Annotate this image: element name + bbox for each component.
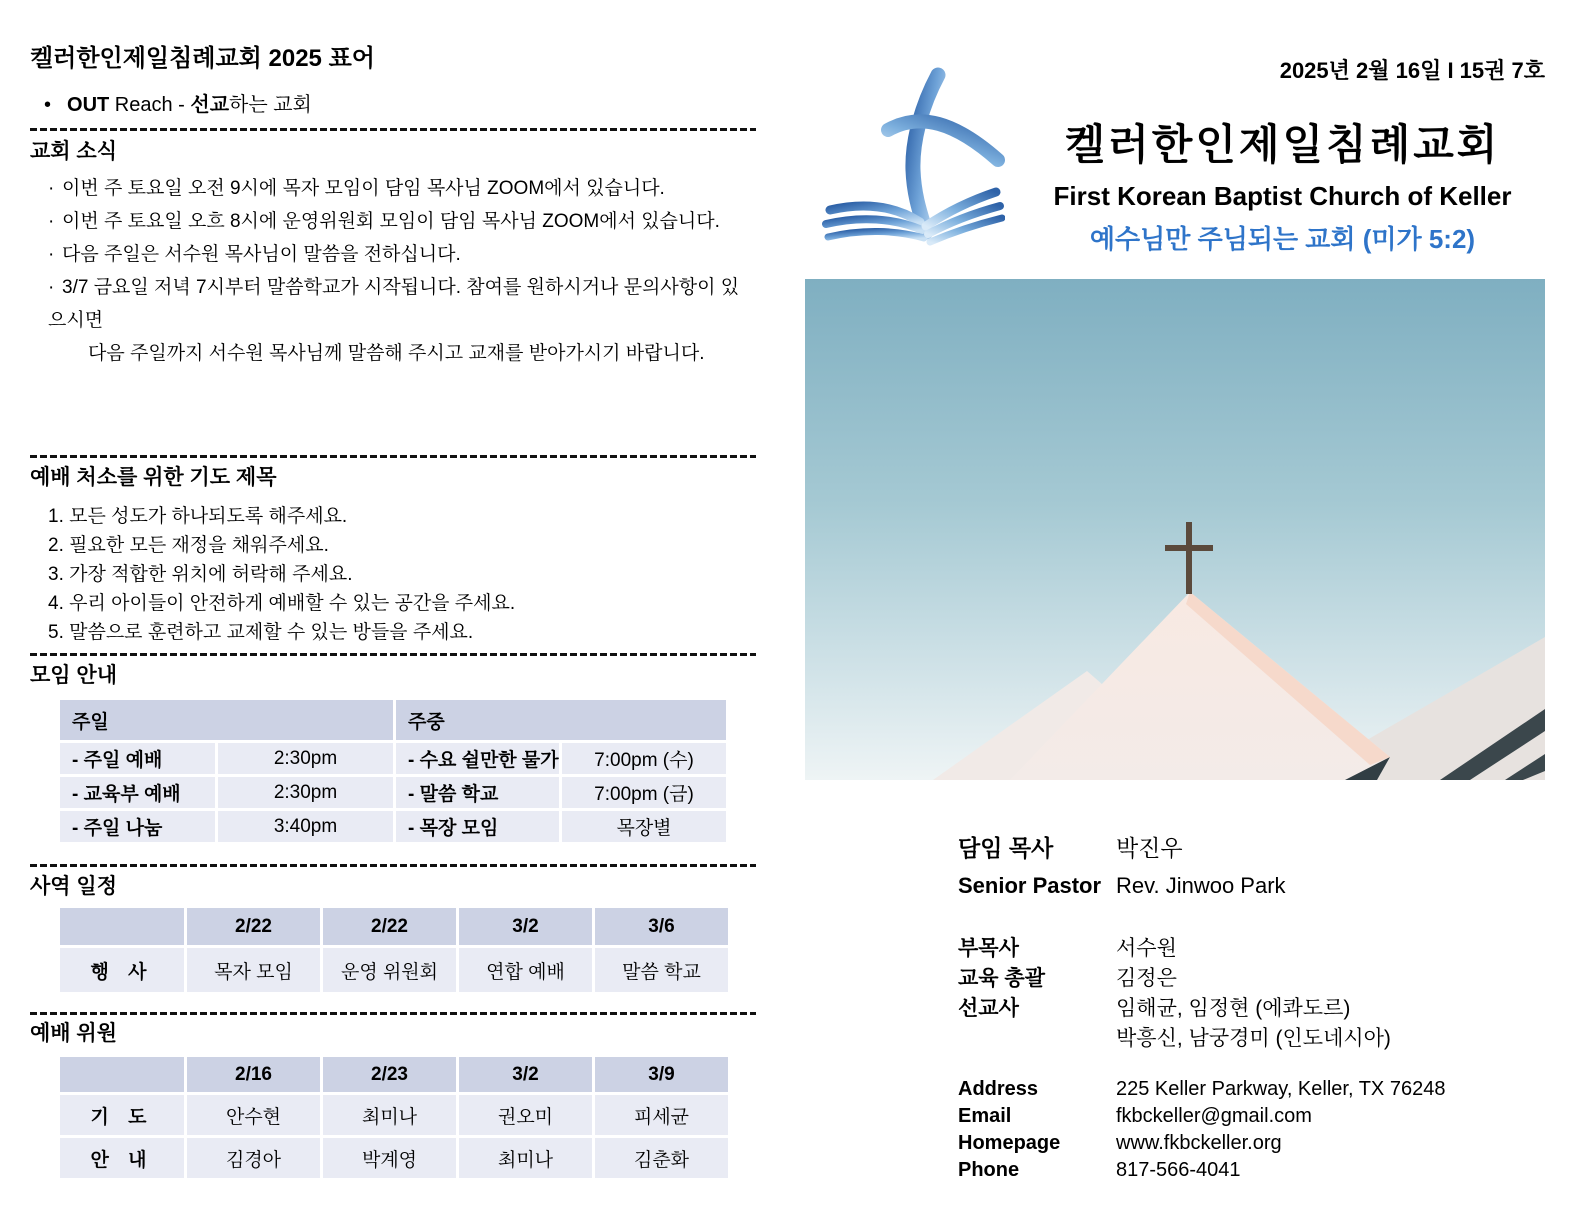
section-divider [30,653,756,656]
info-row [958,1103,1545,1130]
senior-pastor-block [958,830,1545,904]
info-label [958,1024,1116,1054]
table-cell: 김경아 [187,1138,320,1178]
table-cell: 최미나 [459,1138,592,1178]
church-tagline: 예수님만 주님되는 교회 (미가 5:2) [1089,224,1476,254]
info-row [958,830,1545,867]
table-header-cell: 3/6 [595,908,728,945]
news-item [48,172,748,205]
info-label: Senior Pastor [958,873,1102,898]
issue-date: 2025년 2월 16일 I 15권 7호 [1279,58,1545,83]
motto-title: 켈러한인제일침례교회 2025 표어 [30,45,375,72]
table-cell: 7:00pm (금) [562,777,726,808]
info-value: 박흥신, 남궁경미 (인도네시아) [1116,1027,1391,1050]
table-cell: 말씀 학교 [595,948,728,992]
prayer-list [48,502,515,647]
table-header-cell: 2/23 [323,1057,456,1092]
table-cell: 권오미 [459,1095,592,1135]
info-row [958,964,1545,994]
table-row-label: 행 사 [60,948,184,992]
table-cell: 7:00pm (수) [562,743,726,774]
phone-value: 817-566-4041 [1116,1159,1241,1181]
address-value: 225 Keller Parkway, Keller, TX 76248 [1116,1078,1446,1100]
news-list [48,172,748,370]
table-header-cell: 2/22 [323,908,456,945]
info-label: Address [958,1078,1039,1100]
table-cell: 안수현 [187,1095,320,1135]
table-cell: 3:40pm [218,811,393,842]
bulletin-left-page [30,0,756,1224]
table-cell: 박계영 [323,1138,456,1178]
news-item [48,205,748,238]
contact-block [958,1076,1545,1184]
meetings-heading: 모임 안내 [30,664,117,687]
info-label: Email [958,1105,1012,1127]
table-row-label: 기 도 [60,1095,184,1135]
news-item-text: 이번 주 토요일 오전 9시에 목자 모임이 담임 목사님 ZOOM에서 있습니다. [62,178,665,199]
dot-bullet-icon: · [48,244,55,265]
meetings-weekday-header: 주중 [396,700,726,740]
info-label: 교육 총괄 [958,967,1045,990]
table-cell: 김춘화 [595,1138,728,1178]
prayer-item: 3. 가장 적합한 위치에 허락해 주세요. [48,564,353,585]
info-value: Rev. Jinwoo Park [1116,873,1286,898]
motto-bold-1: OUT [67,94,110,116]
staff-block [958,934,1545,1054]
table-cell: 2:30pm [218,777,393,808]
info-row [958,994,1545,1024]
table-header-cell: 3/9 [595,1057,728,1092]
church-name-korean: 켈러한인제일침례교회 [1064,121,1501,168]
info-value: 박진우 [1116,835,1183,861]
table-cell: 운영 위원회 [323,948,456,992]
news-item [48,271,748,337]
info-value: 서수원 [1116,937,1177,960]
info-label: 담임 목사 [958,835,1054,861]
prayer-item: 4. 우리 아이들이 안전하게 예배할 수 있는 공간을 주세요. [48,593,516,614]
table-cell: 피세균 [595,1095,728,1135]
ministry-table [60,908,728,992]
motto-text-2: 하는 교회 [229,94,312,116]
meetings-sunday-header: 주일 [60,700,393,740]
masthead [1020,112,1545,256]
prayer-item: 1. 모든 성도가 하나되도록 해주세요. [48,506,348,527]
info-row [958,1076,1545,1103]
table-cell: - 주일 예배 [60,743,215,774]
cross-icon [1165,545,1213,551]
table-cell: - 교육부 예배 [60,777,215,808]
news-item [48,238,748,271]
news-item-continuation: 다음 주일까지 서수원 목사님께 말씀해 주시고 교재를 받아가시기 바랍니다. [88,343,705,364]
ministry-heading: 사역 일정 [30,875,117,898]
dot-bullet-icon: · [48,178,55,199]
homepage-value: www.fkbckeller.org [1116,1132,1282,1154]
church-name-english: First Korean Baptist Church of Keller [1053,181,1512,211]
info-value: 김정은 [1116,967,1177,990]
church-logo-icon [800,60,1005,255]
table-cell: - 말씀 학교 [396,777,559,808]
table-header-cell: 2/22 [187,908,320,945]
table-header-cell [60,908,184,945]
news-heading: 교회 소식 [30,140,117,163]
section-divider [30,455,756,458]
table-header-cell: 3/2 [459,1057,592,1092]
table-cell: 최미나 [323,1095,456,1135]
info-row [958,1157,1545,1184]
table-header-cell: 2/16 [187,1057,320,1092]
info-value: 임해균, 임정현 (에콰도르) [1116,997,1351,1020]
info-label: Phone [958,1159,1020,1181]
table-cell: 목장별 [562,811,726,842]
table-header-cell: 3/2 [459,908,592,945]
prayer-item: 5. 말씀으로 훈련하고 교제할 수 있는 방들을 주세요. [48,622,474,643]
news-item-text: 이번 주 토요일 오흐 8시에 운영위원회 모임이 담임 목사님 ZOOM에서 있습니다. [62,211,720,232]
table-cell: 2:30pm [218,743,393,774]
committee-heading: 예배 위원 [30,1022,117,1045]
motto-text-1: Reach - [109,94,191,116]
bullet-icon: • [44,94,52,116]
info-row [958,934,1545,964]
motto-item [44,88,312,117]
bulletin-right-page [790,0,1545,1224]
section-divider [30,128,756,131]
info-row [958,867,1545,904]
news-item-text: 다음 주일은 서수원 목사님이 말씀을 전하십니다. [62,244,461,265]
table-row-label: 안 내 [60,1138,184,1178]
dot-bullet-icon: · [48,211,55,232]
meetings-table [60,700,726,842]
dot-bullet-icon: · [48,277,55,298]
cross-icon [1186,522,1192,594]
table-header-cell [60,1057,184,1092]
prayer-item: 2. 필요한 모든 재정을 채워주세요. [48,535,329,556]
section-divider [30,864,756,867]
table-cell: 연합 예배 [459,948,592,992]
info-label: Homepage [958,1132,1061,1154]
info-row [958,1024,1545,1054]
section-divider [30,1012,756,1015]
table-cell: - 주일 나눔 [60,811,215,842]
table-cell: - 수요 쉴만한 물가 [396,743,559,774]
table-cell: - 목장 모임 [396,811,559,842]
committee-table [60,1057,728,1178]
email-value: fkbckeller@gmail.com [1116,1105,1312,1127]
table-cell: 목자 모임 [187,948,320,992]
church-photo [805,279,1545,780]
news-item-text: 3/7 금요일 저녁 7시부터 말씀학교가 시작됩니다. 참여를 원하시거나 문의사항이 있으시면 [48,277,740,331]
info-label: 부목사 [958,937,1019,960]
info-label: 선교사 [958,997,1019,1020]
info-row [958,1130,1545,1157]
prayer-heading: 예배 처소를 위한 기도 제목 [30,466,277,489]
motto-bold-2: 선교 [190,94,230,116]
